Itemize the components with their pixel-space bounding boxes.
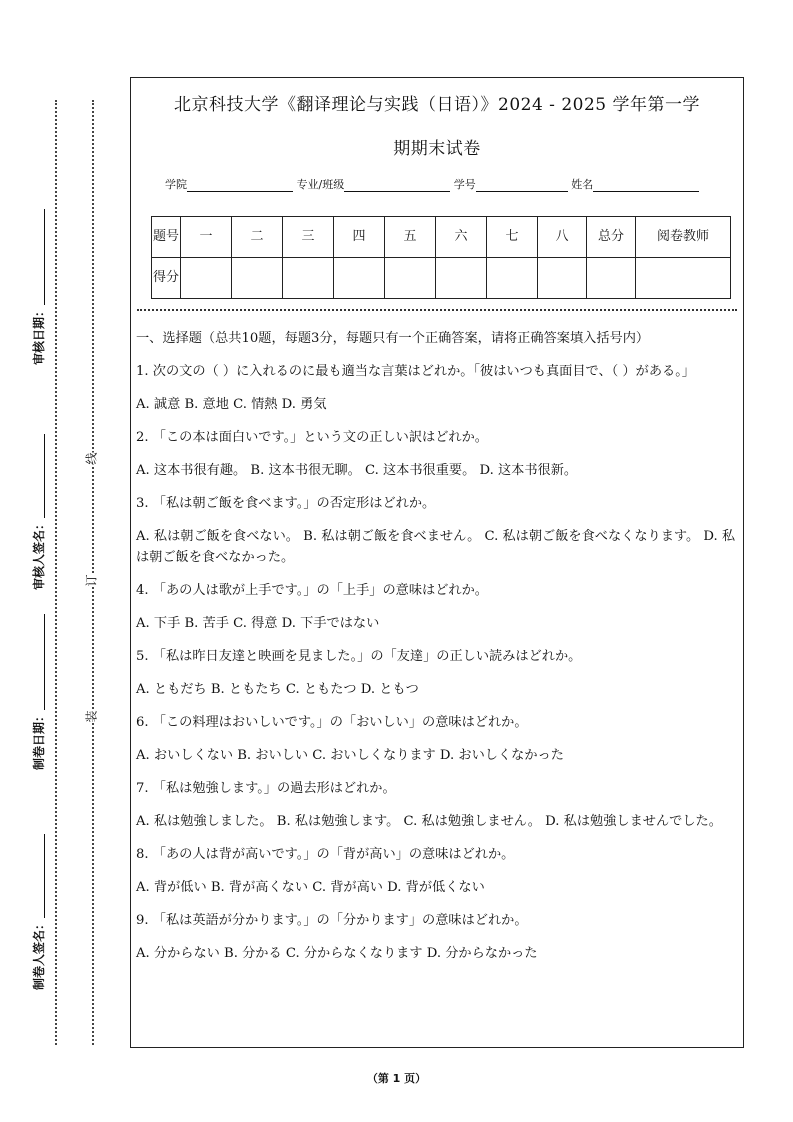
binding-dotted-line-inner (92, 100, 94, 1045)
score-table-score-row (152, 258, 731, 299)
major-class-label: 专业/班级 (296, 178, 345, 191)
binding-dotted-line-outer (55, 100, 57, 1045)
score-table (151, 216, 731, 299)
question-text: 7. 「私は勉強します。」の過去形はどれか。 (136, 781, 396, 796)
score-header-cell: 五 (385, 217, 436, 258)
review-date-field[interactable] (28, 205, 48, 365)
compiler-signature-label: 制卷人签名： (31, 917, 46, 990)
student-id-label: 学号 (453, 178, 476, 191)
compile-date-field[interactable] (28, 610, 48, 770)
question-text: 5. 「私は昨日友達と映画を見ました。」の「友達」の正しい読みはどれか。 (136, 649, 582, 664)
score-header-cell: 三 (283, 217, 334, 258)
compile-date-label: 制卷日期： (31, 709, 46, 770)
cut-line-char-bind: 订 (81, 574, 102, 586)
question-options: A. 这本书很有趣。 B. 这本书很无聊。 C. 这本书很重要。 D. 这本书很新。 (136, 463, 578, 478)
compiler-signature-field[interactable] (28, 830, 48, 990)
question-options: A. 誠意 B. 意地 C. 情熱 D. 勇気 (136, 397, 327, 412)
question-text: 9. 「私は英語が分かります。」の「分かります」の意味はどれか。 (136, 913, 528, 928)
score-row-label: 得分 (152, 258, 181, 299)
score-header-cell: 二 (232, 217, 283, 258)
cut-line-char-line: 线 (81, 452, 102, 464)
question-text: 8. 「あの人は背が高いです。」の「背が高い」の意味はどれか。 (136, 847, 515, 862)
score-cell[interactable] (232, 258, 283, 299)
name-label: 姓名 (571, 178, 594, 191)
question-options: A. 下手 B. 苦手 C. 得意 D. 下手ではない (136, 616, 380, 631)
score-cell[interactable] (334, 258, 385, 299)
question-text: 3. 「私は朝ご飯を食べます。」の否定形はどれか。 (136, 496, 436, 511)
major-class-input[interactable] (344, 179, 450, 192)
question-options: A. ともだち B. ともたち C. ともたつ D. ともつ (136, 682, 419, 697)
student-id-input[interactable] (476, 179, 568, 192)
college-input[interactable] (187, 179, 293, 192)
score-header-cell: 阅卷教师 (636, 217, 731, 258)
review-date-label: 审核日期： (31, 304, 46, 365)
exam-title-line2: 期期末试卷 (393, 139, 481, 159)
question-options: A. 私は勉強しました。 B. 私は勉強します。 C. 私は勉強しません。 D. 私は勉強しませんでした。 (136, 814, 722, 829)
score-cell[interactable] (181, 258, 232, 299)
score-header-cell: 一 (181, 217, 232, 258)
exam-title-line1: 北京科技大学《翻译理论与实践（日语）》2024 - 2025 学年第一学 (174, 95, 700, 115)
reviewer-signature-blank[interactable] (32, 434, 45, 518)
header-separator (137, 309, 737, 311)
question-section (136, 328, 739, 976)
review-date-blank[interactable] (32, 209, 45, 305)
score-cell[interactable] (538, 258, 587, 299)
score-cell[interactable] (283, 258, 334, 299)
college-label: 学院 (165, 178, 187, 191)
question-text: 2. 「この本は面白いです。」という文の正しい訳はどれか。 (136, 430, 488, 445)
compile-date-blank[interactable] (32, 614, 45, 710)
question-options: A. 私は朝ご飯を食べない。 B. 私は朝ご飯を食べません。 C. 私は朝ご飯を食べなくなります。 D. 私は朝ご飯を食べなかった。 (136, 529, 736, 565)
question-options: A. おいしくない B. おいしい C. おいしくなります D. おいしくなかった (136, 748, 564, 763)
binding-margin (0, 0, 128, 1122)
score-cell[interactable] (385, 258, 436, 299)
section-heading: 一、选择题（总共10题，每题3分，每题只有一个正确答案，请将正确答案填入括号内） (136, 331, 650, 346)
cut-line-char-install: 装 (81, 710, 102, 722)
score-header-cell: 六 (436, 217, 487, 258)
reviewer-signature-label: 审核人签名： (31, 517, 46, 590)
question-text: 4. 「あの人は歌が上手です。」の「上手」の意味はどれか。 (136, 583, 488, 598)
question-text: 1. 次の文の（ ）に入れるのに最も適当な言葉はどれか。「彼はいつも真面目で、（ ）がある。」 (136, 364, 695, 379)
name-input[interactable] (593, 179, 699, 192)
score-table-header-row (152, 217, 731, 258)
score-cell[interactable] (587, 258, 636, 299)
score-header-cell: 题号 (152, 217, 181, 258)
question-options: A. 背が低い B. 背が高くない C. 背が高い D. 背が低くない (136, 880, 485, 895)
exam-frame (130, 77, 744, 1048)
student-info-row (165, 176, 699, 192)
question-options: A. 分からない B. 分かる C. 分からなくなります D. 分からなかった (136, 946, 538, 961)
score-header-cell: 总分 (587, 217, 636, 258)
reviewer-signature-field[interactable] (28, 430, 48, 590)
score-header-cell: 七 (487, 217, 538, 258)
score-cell[interactable] (487, 258, 538, 299)
score-cell[interactable] (636, 258, 731, 299)
score-header-cell: 四 (334, 217, 385, 258)
question-text: 6. 「この料理はおいしいです。」の「おいしい」の意味はどれか。 (136, 715, 528, 730)
compiler-signature-blank[interactable] (32, 834, 45, 918)
score-cell[interactable] (436, 258, 487, 299)
page-number: （第 1 页） (366, 1072, 427, 1085)
score-header-cell: 八 (538, 217, 587, 258)
